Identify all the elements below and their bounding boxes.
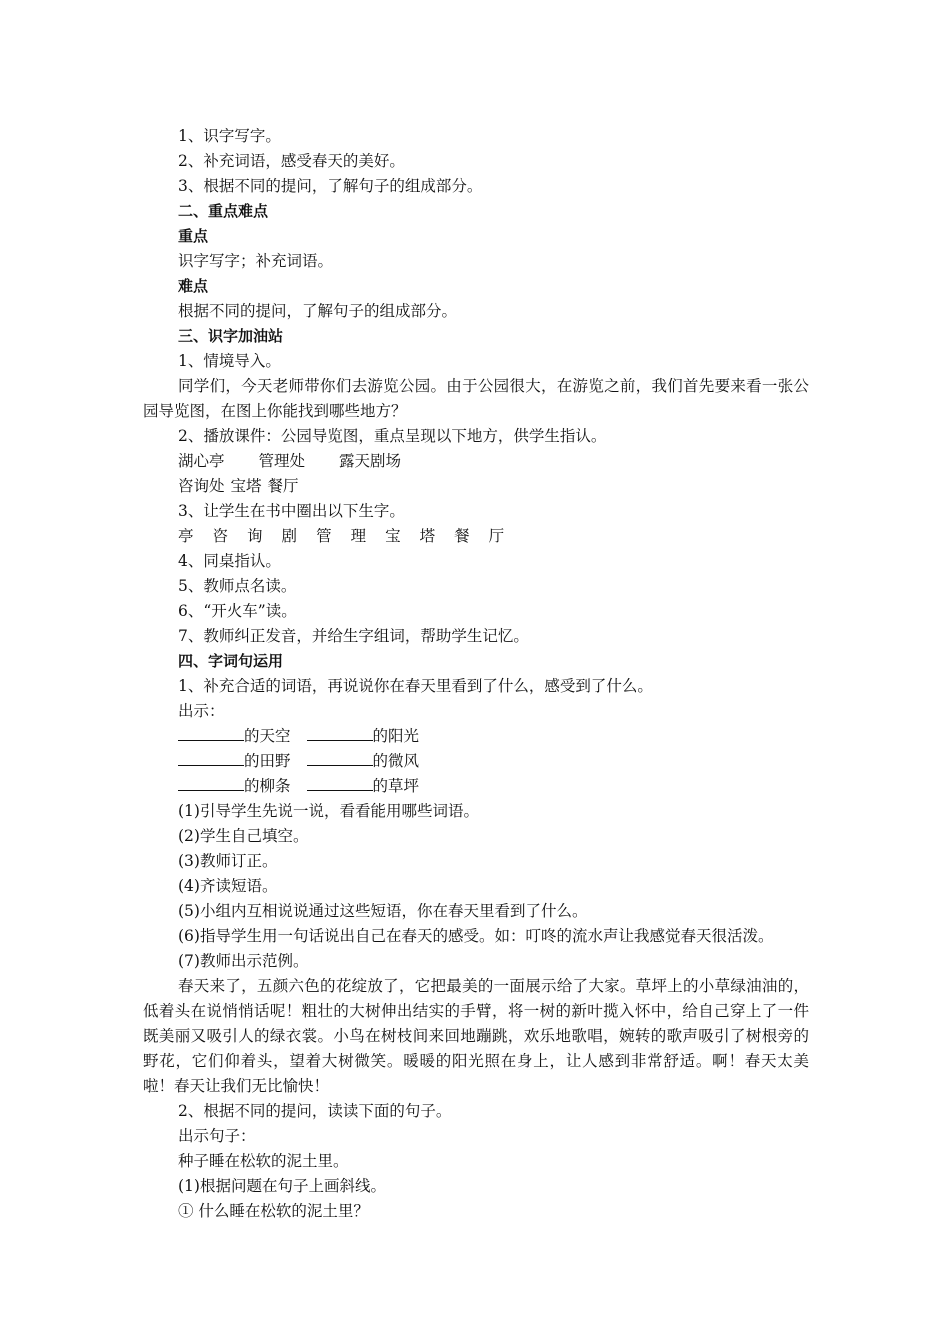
goal-2: 2、补充词语，感受春天的美好。 — [178, 152, 405, 170]
places-row-2 — [143, 474, 809, 499]
character: 理 — [350, 527, 367, 545]
places-row-1 — [143, 449, 809, 474]
question-1: ① 什么睡在松软的泥土里？ — [178, 1202, 369, 1220]
key-points-label: 重点 — [178, 227, 209, 245]
sub-step-2: (2)学生自己填空。 — [178, 827, 309, 845]
step-3: 3、让学生在书中圈出以下生字。 — [178, 502, 405, 520]
place-item: 管理处 — [258, 452, 306, 470]
example-sentence: 种子睡在松软的泥土里。 — [178, 1152, 349, 1170]
character: 厅 — [488, 527, 505, 545]
lesson-plan-body — [143, 124, 809, 1224]
fill-blank — [178, 750, 244, 766]
section-4-heading: 四、字词句运用 — [178, 652, 284, 670]
character-list — [143, 524, 809, 549]
sub-step-3: (3)教师订正。 — [178, 852, 278, 870]
fill-row-1 — [143, 724, 809, 749]
place-item: 餐厅 — [267, 477, 299, 495]
show-sentence-label: 出示句子： — [178, 1127, 256, 1145]
step-2: 2、播放课件：公园导览图，重点呈现以下地方，供学生指认。 — [178, 427, 607, 445]
place-item: 湖心亭 — [178, 452, 225, 470]
step-5: 5、教师点名读。 — [178, 577, 297, 595]
fill-word: 的田野 — [244, 752, 291, 770]
fill-word: 的柳条 — [244, 777, 291, 795]
character: 塔 — [419, 527, 436, 545]
fill-blank — [307, 775, 373, 791]
key-points-text: 识字写字；补充词语。 — [178, 252, 334, 270]
fill-word: 的天空 — [244, 727, 291, 745]
character: 亭 — [178, 527, 194, 545]
fill-row-2 — [143, 749, 809, 774]
character: 餐 — [454, 527, 470, 545]
intro-paragraph: 同学们，今天老师带你们去游览公园。由于公园很大，在游览之前，我们首先要来看一张公园导览图，在图上你能找到哪些地方？ — [143, 377, 809, 420]
sub-step-1: (1)引导学生先说一说，看看能用哪些词语。 — [178, 802, 479, 820]
character: 宝 — [385, 527, 401, 545]
step-4: 4、同桌指认。 — [178, 552, 281, 570]
goal-3: 3、根据不同的提问，了解句子的组成部分。 — [178, 177, 483, 195]
fill-blank — [307, 750, 373, 766]
fill-blank — [307, 725, 373, 741]
fill-row-3 — [143, 774, 809, 799]
character: 剧 — [281, 527, 298, 545]
place-item: 咨询处 — [178, 477, 225, 495]
task-2: 2、根据不同的提问，读读下面的句子。 — [178, 1102, 452, 1120]
task-1: 1、补充合适的词语，再说说你在春天里看到了什么，感受到了什么。 — [178, 677, 653, 695]
fill-word: 的草坪 — [372, 777, 420, 795]
place-item: 露天剧场 — [339, 452, 402, 470]
character: 管 — [316, 527, 332, 545]
section-3-heading: 三、识字加油站 — [178, 327, 284, 345]
sub-step-4: (4)齐读短语。 — [178, 877, 278, 895]
example-paragraph: 春天来了，五颜六色的花绽放了，它把最美的一面展示给了大家。草坪上的小草绿油油的，低着头在说悄悄话呢！粗壮的大树伸出结实的手臂，将一树的新叶揽入怀中，给自己穿上了一件既美丽又吸引人的绿衣裳。小鸟在树枝间来回地蹦跳，欢乐地歌唱，婉转的歌声吸引了树根旁的野花，它们仰着头，望着大树微笑。暖暖的阳光照在身上，让人感到非常舒适。啊！春天太美啦！春天让我们无比愉快！ — [143, 977, 809, 1095]
fill-blank — [178, 725, 244, 741]
fill-blank — [178, 775, 244, 791]
difficulties-label: 难点 — [178, 277, 209, 295]
step-1: 1、情境导入。 — [178, 352, 281, 370]
sub-step-7: (7)教师出示范例。 — [178, 952, 309, 970]
sentence-sub-step-1: (1)根据问题在句子上画斜线。 — [178, 1177, 386, 1195]
section-2-heading: 二、重点难点 — [178, 202, 269, 220]
fill-word: 的微风 — [372, 752, 420, 770]
character: 询 — [247, 527, 263, 545]
sub-step-5: (5)小组内互相说说通过这些短语，你在春天里看到了什么。 — [178, 902, 588, 920]
difficulties-text: 根据不同的提问，了解句子的组成部分。 — [178, 302, 458, 320]
sub-step-6: (6)指导学生用一句话说出自己在春天的感受。如：叮咚的流水声让我感觉春天很活泼。 — [178, 927, 774, 945]
show-label: 出示： — [178, 702, 225, 720]
fill-word: 的阳光 — [372, 727, 420, 745]
goal-1: 1、识字写字。 — [178, 127, 281, 145]
step-6: 6、“开火车”读。 — [178, 602, 297, 620]
place-item: 宝塔 — [230, 477, 262, 495]
character: 咨 — [212, 527, 229, 545]
step-7: 7、教师纠正发音，并给生字组词，帮助学生记忆。 — [178, 627, 529, 645]
